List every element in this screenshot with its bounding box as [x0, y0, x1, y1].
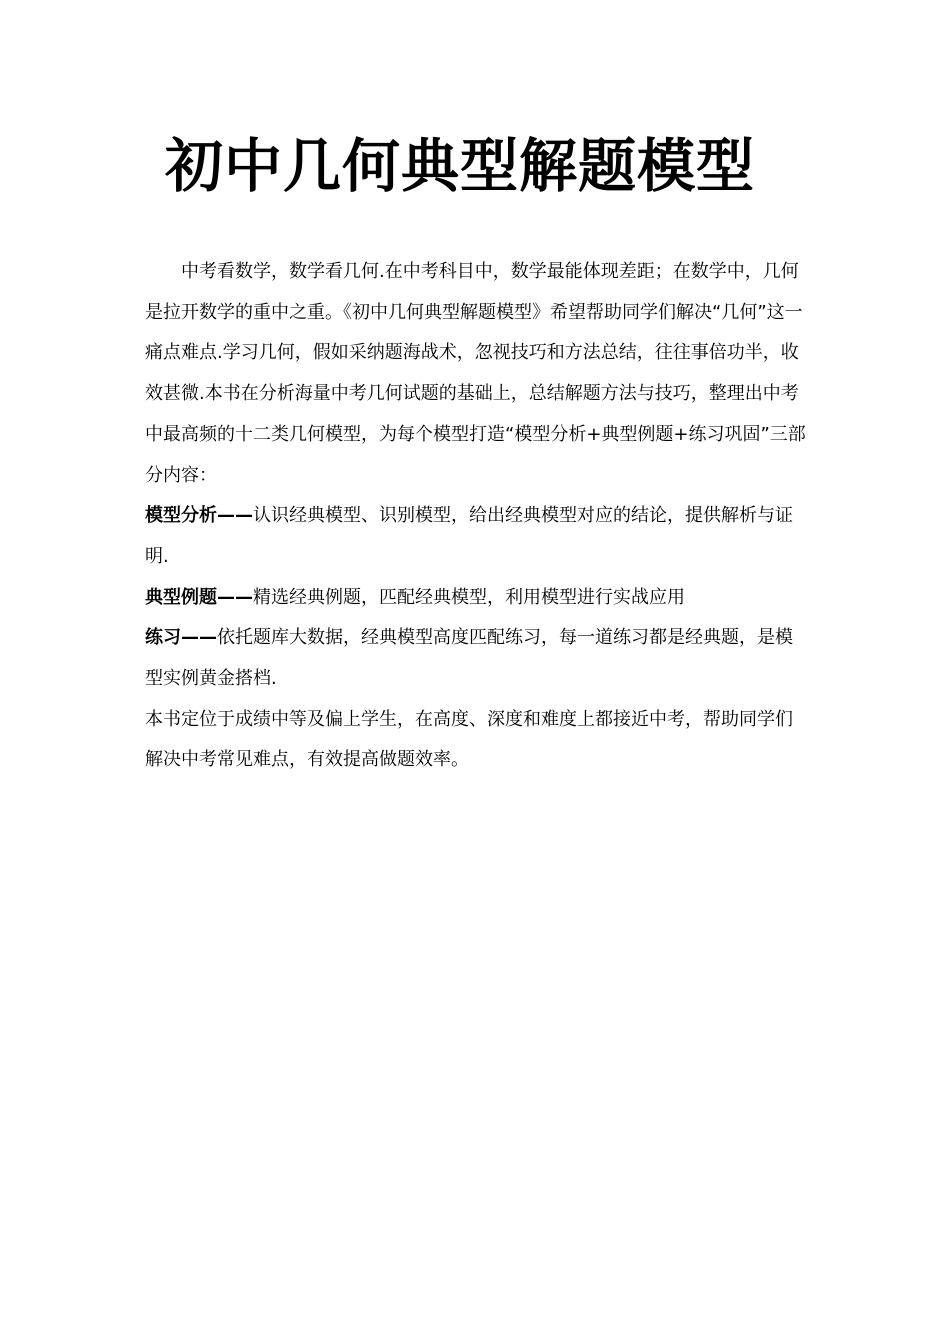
section-text: 精选经典例题，匹配经典模型，利用模型进行实战应用 [253, 586, 685, 608]
section-typical-examples [145, 578, 810, 619]
closing-paragraph: 本书定位于成绩中等及偏上学生，在高度、深度和难度上都接近中考，帮助同学们解决中考常见难点，有效提高做题效率。 [145, 708, 793, 771]
document-body [145, 252, 810, 781]
section-practice [145, 618, 810, 699]
document-title: 初中几何典型解题模型 [164, 132, 755, 200]
section-model-analysis [145, 496, 810, 577]
section-text: 认识经典模型、识别模型，给出经典模型对应的结论，提供解析与证明. [145, 505, 793, 567]
section-label: 典型例题—— [145, 586, 253, 608]
section-label: 模型分析—— [145, 505, 253, 527]
section-label: 练习—— [145, 627, 217, 649]
section-text: 依托题库大数据，经典模型高度匹配练习，每一道练习都是经典题，是模型实例黄金搭档. [145, 627, 793, 690]
intro-paragraph: 中考看数学，数学看几何.在中考科目中，数学最能体现差距；在数学中，几何是拉开数学的重中之重。《初中几何典型解题模型》希望帮助同学们解决“几何”这一痛点难点.学习几何，假如采纳题海战术，忽视技巧和方法总结，往往事倍功半，收效甚微.本书在分析海量中考几何试题的基础上，总结解题方法与技巧，整理出中考中最高频的十二类几何模型，为每个模型打造“模型分析+典型例题+练习巩固”三部分内容： [145, 261, 806, 486]
